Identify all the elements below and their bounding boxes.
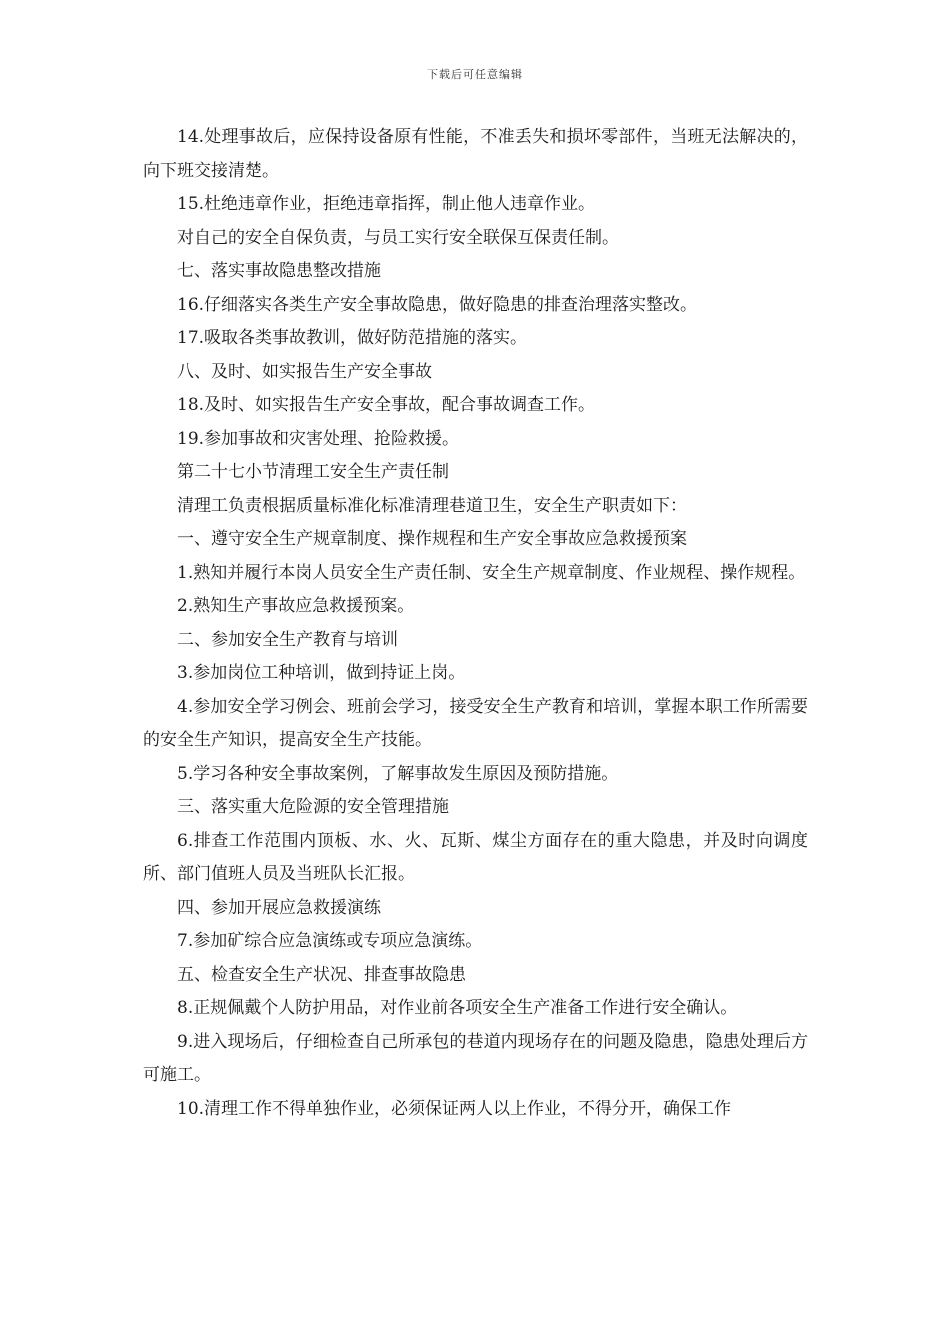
paragraph: 2.熟知生产事故应急救援预案。: [177, 596, 415, 616]
paragraph: 8.正规佩戴个人防护用品，对作业前各项安全生产准备工作进行安全确认。: [177, 998, 738, 1018]
paragraph: 16.仔细落实各类生产安全事故隐患，做好隐患的排查治理落实整改。: [177, 294, 698, 315]
paragraph: 10.清理工作不得单独作业，必须保证两人以上作业，不得分开，确保工作: [177, 1098, 732, 1119]
section-heading: 八、及时、如实报告生产安全事故: [177, 361, 432, 382]
section-heading: 五、检查安全生产状况、排查事故隐患: [177, 964, 466, 985]
paragraph: 17.吸取各类事故教训，做好防范措施的落实。: [177, 328, 528, 348]
paragraph: 清理工负责根据质量标准化标准清理巷道卫生，安全生产职责如下：: [177, 495, 687, 516]
section-heading: 四、参加开展应急救援演练: [177, 897, 381, 918]
paragraph: 4.参加安全学习例会、班前会学习，接受安全生产教育和培训，掌握本职工作所需要的安全生产知识，提高安全生产技能。: [143, 696, 808, 750]
paragraph: 7.参加矿综合应急演练或专项应急演练。: [177, 931, 483, 951]
paragraph: 9.进入现场后，仔细检查自己所承包的巷道内现场存在的问题及隐患，隐患处理后方可施工。: [143, 1031, 808, 1085]
section-heading: 七、落实事故隐患整改措施: [177, 261, 381, 281]
section-heading: 三、落实重大危险源的安全管理措施: [177, 797, 449, 817]
paragraph: 5.学习各种安全事故案例，了解事故发生原因及预防措施。: [177, 763, 619, 784]
page-header: 下载后可任意编辑: [427, 68, 523, 81]
paragraph: 14.处理事故后，应保持设备原有性能，不准丢失和损坏零部件，当班无法解决的，向下班交接清楚。: [143, 127, 808, 181]
paragraph: 18.及时、如实报告生产安全事故，配合事故调查工作。: [177, 395, 596, 415]
paragraph: 3.参加岗位工种培训，做到持证上岗。: [177, 663, 466, 683]
paragraph: 对自己的安全自保负责，与员工实行安全联保互保责任制。: [177, 227, 619, 248]
paragraph: 6.排查工作范围内顶板、水、火、瓦斯、煤尘方面存在的重大隐患，并及时向调度所、部门值班人员及当班队长汇报。: [143, 830, 808, 884]
section-heading: 二、参加安全生产教育与培训: [177, 629, 398, 650]
paragraph: 1.熟知并履行本岗人员安全生产责任制、安全生产规章制度、作业规程、操作规程。: [177, 562, 806, 583]
paragraph: 15.杜绝违章作业，拒绝违章指挥，制止他人违章作业。: [177, 194, 596, 214]
paragraph: 19.参加事故和灾害处理、抢险救援。: [177, 428, 460, 449]
section-heading: 一、遵守安全生产规章制度、操作规程和生产安全事故应急救援预案: [177, 529, 687, 549]
document-body: [143, 121, 808, 1126]
subsection-title: 第二十七小节清理工安全生产责任制: [177, 462, 449, 482]
